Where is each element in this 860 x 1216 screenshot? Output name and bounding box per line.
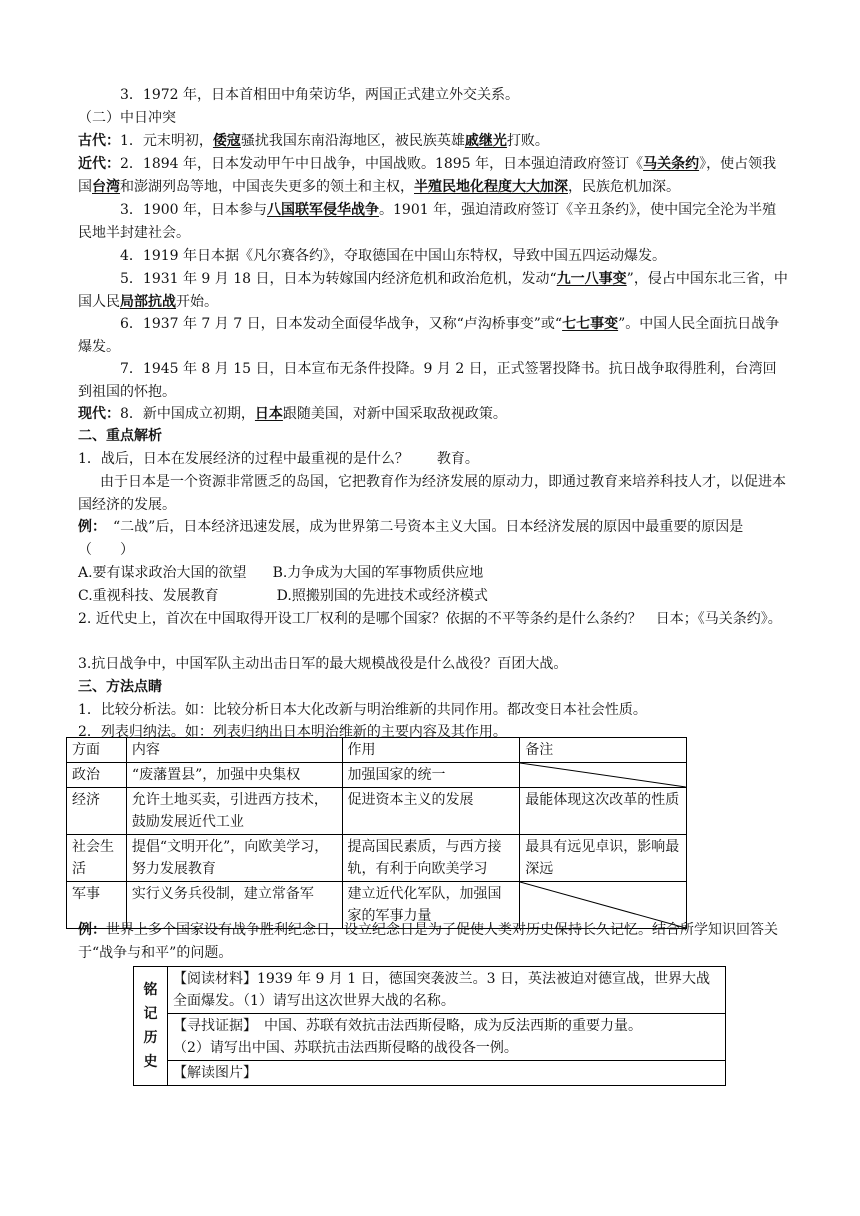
meiji-reform-table xyxy=(66,737,687,929)
table-header-cell: 方面 xyxy=(67,738,127,763)
table-cell: 最具有远见卓识，影响最深远 xyxy=(520,835,687,882)
example-2: 例：世界上多个国家设有战争胜利纪念日，设立纪念日是为了促使人类对历史保持长久记忆。结合所学知识回答关于“战争与和平”的问题。 xyxy=(78,922,778,961)
question-1: 1．战后，日本在发展经济的过程中最重视的是什么？ 教育。 xyxy=(78,451,479,467)
table-header-cell: 作用 xyxy=(342,738,520,763)
options-row-2 xyxy=(78,585,790,608)
table-cell: 最能体现这次改革的性质 xyxy=(520,788,687,835)
modern-paragraph-7: 7．1945 年 8 月 15 日，日本宣布无条件投降。9 月 2 日，正式签署投降书。抗日战争取得胜利，台湾回到祖国的怀抱。 xyxy=(78,361,777,400)
question-3: 3.抗日战争中，中国军队主动出击日军的最大规模战役是什么战役？百团大战。 xyxy=(78,656,568,672)
table-cell: 提倡“文明开化”，向欧美学习，努力发展教育 xyxy=(126,835,342,882)
modern-paragraph-2: 近代：2．1894 年，日本发动甲午中日战争，中国战败。1895 年，日本强迫清政府签订《马关条约》，使占领我国台湾和澎湖列岛等地，中国丧失更多的领土和主权，半殖民地化程度大大加深，民族危机加深。 xyxy=(78,156,777,195)
table-header-cell: 内容 xyxy=(126,738,342,763)
ancient-paragraph: 古代：1．元末明初，倭寇骚扰我国东南沿海地区，被民族英雄戚继光打败。 xyxy=(78,133,549,149)
table-cell: 允许土地买卖，引进西方技术，鼓励发展近代工业 xyxy=(126,788,342,835)
section-heading-3: 三、方法点睛 xyxy=(78,679,162,695)
option-b: B.力争成为大国的军事物质供应地 xyxy=(272,565,484,581)
table-cell: 实行义务兵役制，建立常备军 xyxy=(126,882,342,929)
modern-paragraph-5: 5．1931 年 9 月 18 日，日本为转嫁国内经济危机和政治危机，发动“九一八事变”，侵占中国东北三省，中国人民局部抗战开始。 xyxy=(78,271,788,310)
table-cell: 军事 xyxy=(67,882,127,929)
table-cell: “废藩置县”，加强中央集权 xyxy=(126,763,342,788)
modern-paragraph-3: 3．1900 年，日本参与八国联军侵华战争。1901 年，强迫清政府签订《辛丑条约》，使中国完全沦为半殖民地半封建社会。 xyxy=(78,202,777,241)
option-c: C.重视科技、发展教育 xyxy=(78,588,219,604)
history-box xyxy=(133,966,726,1086)
empty-slashed-cell xyxy=(520,763,687,788)
box-row-evidence: 【寻找证据】 中国、苏联有效抗击法西斯侵略，成为反法西斯的重要力量。 （2）请写出中国、苏联抗击法西斯侵略的战役各一例。 xyxy=(167,1014,725,1061)
table-row xyxy=(67,788,687,835)
table-cell: 提高国民素质，与西方接轨，有利于向欧美学习 xyxy=(342,835,520,882)
table-cell: 经济 xyxy=(67,788,127,835)
method-2: 2．列表归纳法。如：列表归纳出日本明治维新的主要内容及其作用。 xyxy=(78,724,507,740)
question-2: 2. 近代史上，首次在中国取得开设工厂权利的是哪个国家？依据的不平等条约是什么条约？ 日本；《马关条约》。 xyxy=(78,611,782,627)
modern-paragraph-4: 4．1919 年日本据《凡尔赛各约》，夺取德国在中国山东特权，导致中国五四运动爆发。 xyxy=(120,248,666,264)
example-1: 例： “二战”后，日本经济迅速发展，成为世界第二号资本主义大国。日本经济发展的原因中最重要的原因是（ ） xyxy=(78,519,744,558)
text-line: 3．1972 年，日本首相田中角荣访华，两国正式建立外交关系。 xyxy=(120,87,519,103)
section-heading-2: 二、重点解析 xyxy=(78,428,162,444)
question-1-explanation: 由于日本是一个资源非常匮乏的岛国，它把教育作为经济发展的原动力，即通过教育来培养科技人才，以促进本国经济的发展。 xyxy=(78,474,786,513)
option-d: D.照搬别国的先进技术或经济模式 xyxy=(276,588,488,604)
modern-paragraph-6: 6．1937 年 7 月 7 日，日本发动全面侵华战争，又称“卢沟桥事变”或“七七事变”。中国人民全面抗日战争爆发。 xyxy=(78,316,780,355)
box-row-reading: 【阅读材料】1939 年 9 月 1 日，德国突袭波兰。3 日，英法被迫对德宣战，世界大战全面爆发。（1）请写出这次世界大战的名称。 xyxy=(167,967,725,1014)
box-row-picture: 【解读图片】 xyxy=(167,1061,725,1086)
table-cell: 社会生活 xyxy=(67,835,127,882)
option-a: A.要有谋求政治大国的欲望 xyxy=(78,565,247,581)
table-cell: 促进资本主义的发展 xyxy=(342,788,520,835)
options-row-1 xyxy=(78,562,790,585)
subsection-heading: （二）中日冲突 xyxy=(78,110,176,126)
contemporary-paragraph: 现代：8．新中国成立初期，日本跟随美国，对新中国采取敌视政策。 xyxy=(78,406,507,422)
table-header-row xyxy=(67,738,687,763)
table-row xyxy=(67,763,687,788)
table-cell: 政治 xyxy=(67,763,127,788)
table-row xyxy=(67,835,687,882)
table-cell: 建立近代化军队，加强国家的军事力量 xyxy=(342,882,520,929)
table-cell: 加强国家的统一 xyxy=(342,763,520,788)
box-side-label: 铭记历史 xyxy=(134,967,168,1086)
method-1: 1．比较分析法。如：比较分析日本大化改新与明治维新的共同作用。都改变日本社会性质。 xyxy=(78,702,647,718)
table-header-cell: 备注 xyxy=(520,738,687,763)
